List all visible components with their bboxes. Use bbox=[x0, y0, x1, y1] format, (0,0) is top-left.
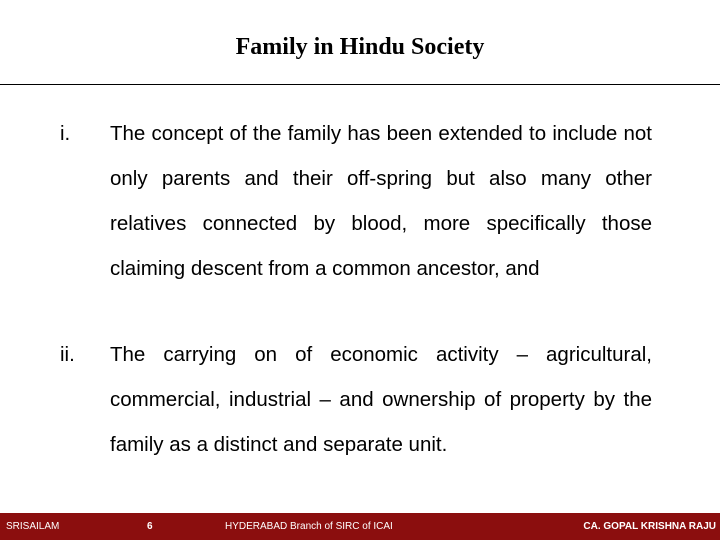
list-item-marker: ii. bbox=[60, 343, 75, 366]
footer-organization: HYDERABAD Branch of SIRC of ICAI bbox=[225, 521, 393, 532]
footer-location: SRISAILAM bbox=[6, 521, 60, 532]
footer-author: CA. GOPAL KRISHNA RAJU bbox=[583, 521, 716, 532]
footer-bar bbox=[0, 513, 720, 540]
list-item-text: The concept of the family has been extended to include not only parents and their off-spring but also many other relatives connected by blood, more specifically those claiming descent from a common ancestor, and bbox=[110, 122, 652, 280]
list-item-marker: i. bbox=[60, 122, 71, 145]
list-item-text: The carrying on of economic activity – agricultural, commercial, industrial – and ownership of property by the family as a distinct and separate unit. bbox=[110, 343, 652, 456]
footer-page-number: 6 bbox=[147, 521, 153, 532]
slide-title: Family in Hindu Society bbox=[235, 34, 485, 60]
title-divider bbox=[0, 84, 720, 85]
